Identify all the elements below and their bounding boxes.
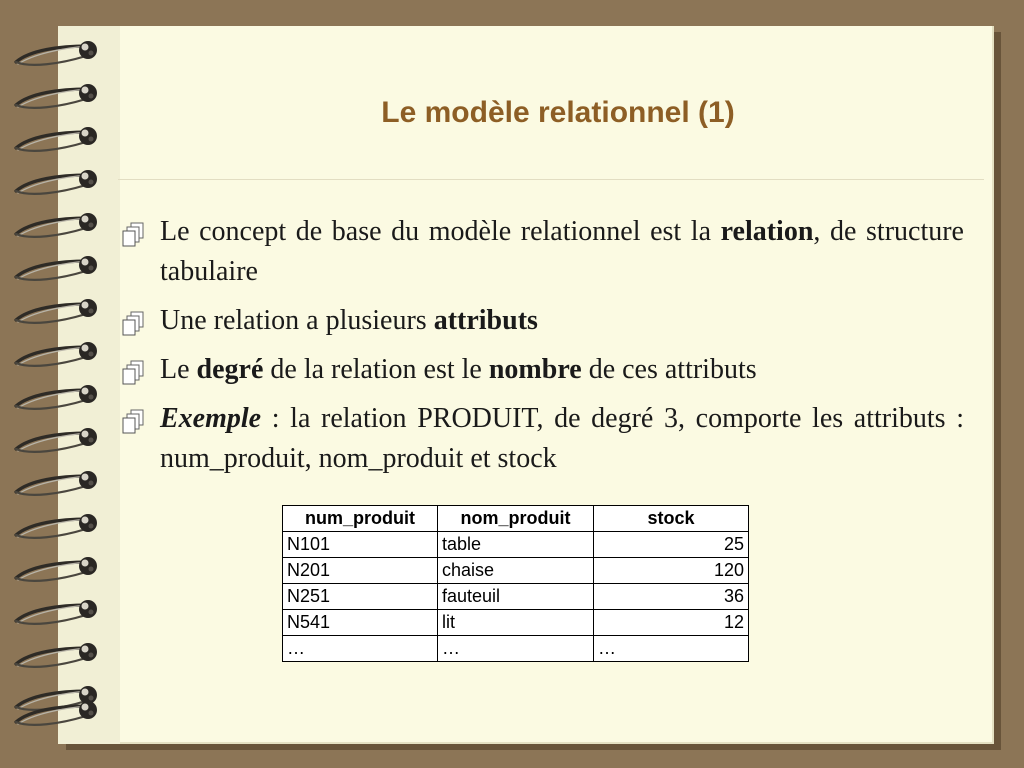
cell-num-produit: N101 — [283, 532, 438, 558]
bullet-list — [122, 212, 964, 488]
notebook-bullet-icon — [122, 310, 148, 336]
table-header-row — [283, 506, 749, 532]
spiral-ring-icon — [0, 462, 110, 502]
spiral-ring-icon — [0, 204, 110, 244]
notebook-bullet-icon — [122, 359, 148, 385]
bullet-item — [122, 399, 964, 479]
bullet-text-3e: de ces attributs — [581, 354, 757, 385]
spiral-ring-icon — [0, 75, 110, 115]
header-stock: stock — [594, 506, 749, 532]
spiral-ring-icon — [0, 118, 110, 158]
spiral-ring-icon — [0, 591, 110, 631]
spiral-ring-icon — [0, 376, 110, 416]
table-row — [283, 558, 749, 584]
spiral-ring-icon — [0, 247, 110, 287]
cell-nom-produit: table — [438, 532, 594, 558]
cell-stock: 36 — [594, 584, 749, 610]
bullet-text-2a: Une relation a plusieurs — [160, 305, 434, 336]
cell-num-produit: N541 — [283, 610, 438, 636]
bullet-text-4b: : la relation PRODUIT, de degré 3, comporte les attributs : num_produit, nom_produit et stock — [160, 403, 964, 474]
produit-table-container — [282, 505, 749, 662]
table-row — [283, 532, 749, 558]
table-row — [283, 610, 749, 636]
spiral-ring-icon — [0, 161, 110, 201]
bullet-text-3a: Le — [160, 354, 197, 385]
cell-num-produit: … — [283, 636, 438, 662]
cell-stock: 120 — [594, 558, 749, 584]
spiral-ring-icon — [0, 634, 110, 674]
spiral-ring-icon — [0, 290, 110, 330]
bullet-text-3d: nombre — [488, 354, 582, 385]
table-row — [283, 584, 749, 610]
bullet-item — [122, 212, 964, 292]
cell-stock: … — [594, 636, 749, 662]
bullet-text-3b: degré — [196, 354, 264, 385]
bullet-text-3c: de la relation est le — [263, 354, 489, 385]
slide-title: Le modèle relationnel (1) — [381, 96, 735, 129]
spiral-ring-icon — [0, 419, 110, 459]
cell-num-produit: N251 — [283, 584, 438, 610]
cell-nom-produit: lit — [438, 610, 594, 636]
bullet-text-2b: attributs — [433, 305, 538, 336]
bullet-text-1b: relation — [720, 216, 814, 247]
bullet-text-4a: Exemple — [160, 403, 262, 434]
bullet-item — [122, 350, 964, 390]
cell-stock: 12 — [594, 610, 749, 636]
bullet-text-1a: Le concept de base du modèle relationnel est la — [160, 216, 721, 247]
title-divider — [118, 179, 984, 180]
cell-nom-produit: fauteuil — [438, 584, 594, 610]
spiral-ring-icon — [0, 505, 110, 545]
bullet-item — [122, 301, 964, 341]
notebook-bullet-icon — [122, 408, 148, 434]
table-row — [283, 636, 749, 662]
header-nom-produit: nom_produit — [438, 506, 594, 532]
produit-table — [282, 505, 749, 662]
cell-nom-produit: … — [438, 636, 594, 662]
notebook-bullet-icon — [122, 221, 148, 247]
spiral-ring-icon — [0, 333, 110, 373]
header-num-produit: num_produit — [283, 506, 438, 532]
spiral-ring-icon — [0, 32, 110, 72]
bullet-text-1c: , de structure tabulaire — [160, 216, 964, 287]
cell-stock: 25 — [594, 532, 749, 558]
spiral-ring-icon — [0, 692, 110, 732]
cell-nom-produit: chaise — [438, 558, 594, 584]
cell-num-produit: N201 — [283, 558, 438, 584]
spiral-ring-icon — [0, 548, 110, 588]
